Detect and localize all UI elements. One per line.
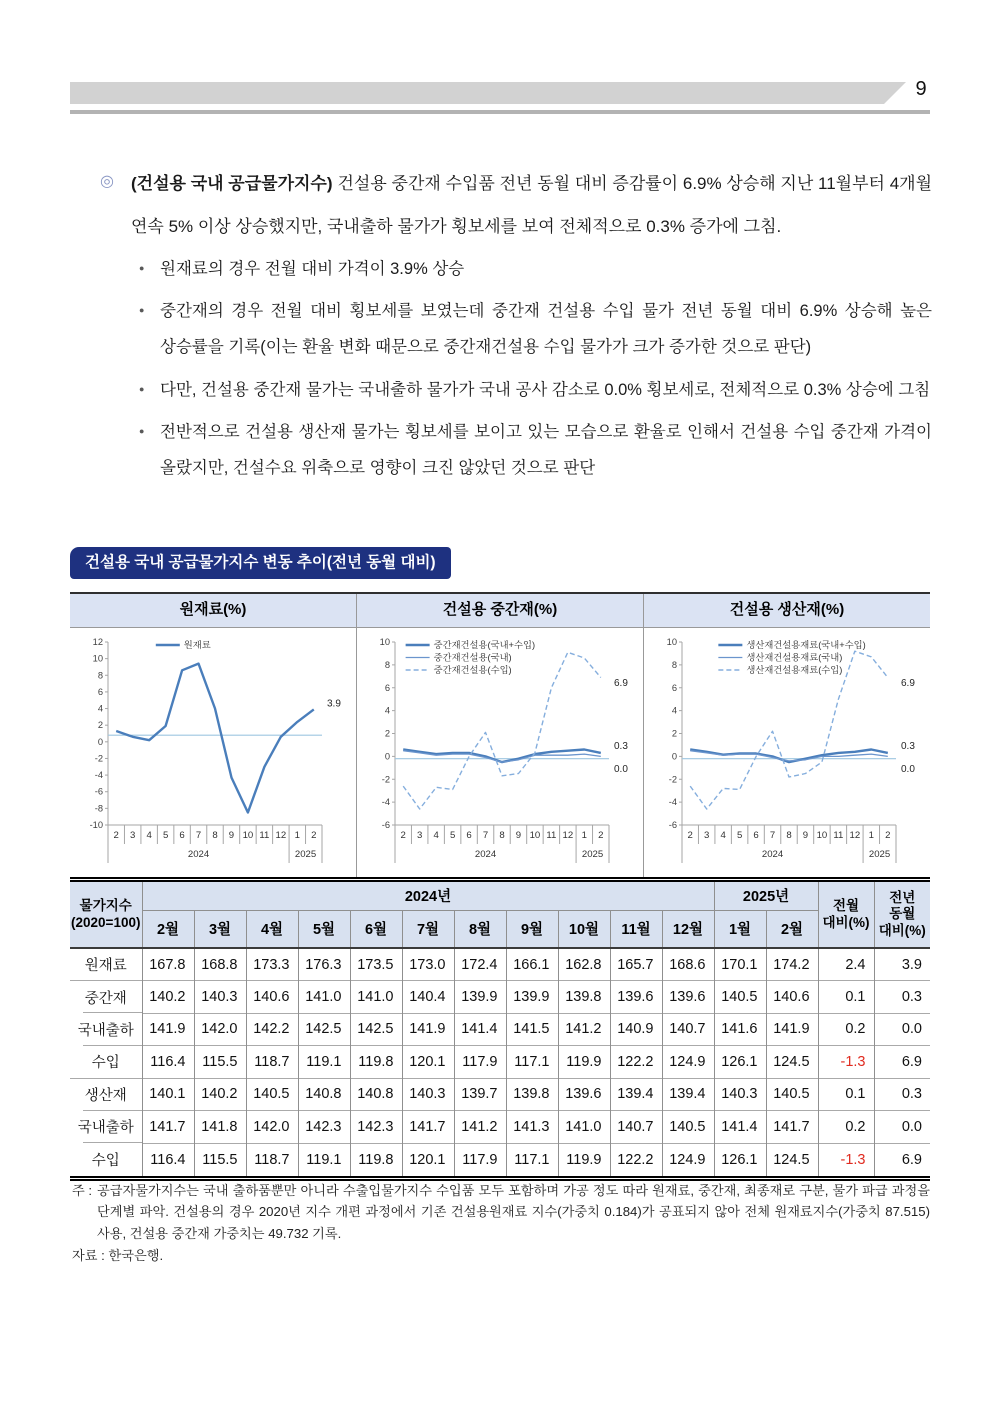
intro-lead-text: 건설용 중간재 수입품 전년 동월 대비 증감률이 6.9% 상승해 지난 11월부터 4개월 연속 5% 이상 상승했지만, 국내출하 물가가 횡보세를 보여 전체적으로 0.3% 증가에 그침. [131, 174, 932, 237]
table-row-label: 수입 [70, 1046, 142, 1079]
table-cell: 141.9 [766, 1013, 818, 1046]
table-cell: 140.6 [246, 981, 298, 1014]
table-cell: 142.3 [350, 1111, 402, 1144]
chart-intermediate-goods [356, 628, 643, 877]
table-cell: 140.9 [610, 1013, 662, 1046]
table-cell: 140.7 [662, 1013, 714, 1046]
svg-text:중간재건설용(수입): 중간재건설용(수입) [433, 665, 512, 675]
svg-text:6.9: 6.9 [901, 678, 915, 690]
figure-block [70, 592, 930, 1181]
svg-text:5: 5 [449, 830, 456, 841]
table-header-cell: 1월 [714, 910, 766, 948]
svg-text:2025: 2025 [294, 849, 317, 860]
table-cell: 117.9 [454, 1046, 506, 1079]
table-header-cell: 2025년 [714, 882, 818, 910]
table-cell: 141.2 [558, 1013, 610, 1046]
bullet-text: 다만, 건설용 중간재 물가는 국내출하 물가가 국내 공사 감소로 0.0% 횡보세로, 전체적으로 0.3% 상승에 그침 [160, 380, 931, 399]
bullet-text: 원재료의 경우 전월 대비 가격이 3.9% 상승 [160, 259, 465, 278]
table-cell: 141.4 [454, 1013, 506, 1046]
table-cell: 141.0 [558, 1111, 610, 1144]
bullet-item [137, 293, 932, 366]
table-cell: 122.2 [610, 1143, 662, 1176]
table-row [70, 981, 930, 1014]
table-row [70, 1111, 930, 1144]
chart-canvas [70, 628, 356, 877]
table-cell: 141.7 [766, 1111, 818, 1144]
svg-text:-10: -10 [89, 820, 103, 830]
svg-text:2025: 2025 [581, 849, 604, 860]
table-cell: 0.1 [818, 981, 874, 1014]
table-cell: 118.7 [246, 1143, 298, 1176]
table-cell: 119.9 [558, 1143, 610, 1176]
chart-row [70, 628, 930, 877]
table-row [70, 1143, 930, 1176]
table-cell: 122.2 [610, 1046, 662, 1079]
table-header-cell: 12월 [662, 910, 714, 948]
table-header-cell: 8월 [454, 910, 506, 948]
svg-text:2: 2 [113, 830, 119, 841]
table-cell: 139.8 [506, 1078, 558, 1111]
table-cell: 141.8 [194, 1111, 246, 1144]
table-cell: 166.1 [506, 948, 558, 981]
svg-text:6.9: 6.9 [614, 678, 628, 690]
source-label: 자료 : [72, 1248, 105, 1264]
table-cell: 140.8 [298, 1078, 350, 1111]
table-cell: 165.7 [610, 948, 662, 981]
svg-text:10: 10 [529, 830, 541, 841]
table-cell: 141.3 [506, 1111, 558, 1144]
table-cell: 119.1 [298, 1143, 350, 1176]
table-cell: 141.4 [714, 1111, 766, 1144]
bullet-text: 전반적으로 건설용 생산재 물가는 횡보세를 보이고 있는 모습으로 환율로 인해서 건설용 수입 중간재 가격이 올랐지만, 건설수요 위축으로 영향이 크진 않았던 것으로 판단 [160, 422, 932, 478]
table-header-cell: 4월 [246, 910, 298, 948]
svg-text:4: 4 [671, 705, 677, 716]
page-header-bar [70, 82, 906, 104]
svg-text:-2: -2 [668, 774, 677, 785]
svg-text:6: 6 [179, 830, 185, 841]
svg-text:생산재건설용재료(국내): 생산재건설용재료(국내) [746, 652, 843, 663]
table-cell: 140.3 [714, 1078, 766, 1111]
table-cell: 0.3 [874, 1078, 930, 1111]
table-cell: 140.1 [142, 1078, 194, 1111]
table-header-cell: 전월 대비(%) [818, 882, 874, 948]
svg-text:10: 10 [242, 830, 254, 841]
svg-text:1: 1 [868, 830, 874, 841]
svg-text:10: 10 [666, 637, 677, 647]
table-cell: 119.9 [558, 1046, 610, 1079]
table-cell: 170.1 [714, 948, 766, 981]
intro-block [100, 162, 932, 492]
table-cell: 140.2 [142, 981, 194, 1014]
bullet-dot-icon: ● [139, 425, 145, 436]
svg-text:4: 4 [433, 830, 439, 841]
table-cell: 120.1 [402, 1143, 454, 1176]
page-header-rule [70, 110, 930, 114]
table-row-label: 국내출하 [70, 1013, 142, 1046]
svg-text:12: 12 [92, 637, 103, 647]
table-cell: 116.4 [142, 1143, 194, 1176]
table-cell: 0.3 [874, 981, 930, 1014]
table-header-cell: 9월 [506, 910, 558, 948]
note-line [72, 1180, 930, 1244]
table-cell: 142.0 [194, 1013, 246, 1046]
source-text: 한국은행. [108, 1248, 164, 1264]
panel-title-raw-materials: 원재료(%) [179, 601, 247, 618]
svg-text:2: 2 [885, 830, 891, 841]
svg-text:중간재건설용(국내+수입): 중간재건설용(국내+수입) [433, 640, 536, 650]
svg-text:11: 11 [833, 830, 844, 841]
svg-text:7: 7 [195, 830, 202, 841]
svg-text:8: 8 [671, 659, 677, 670]
svg-text:중간재건설용(국내): 중간재건설용(국내) [433, 652, 512, 663]
table-cell: 142.3 [298, 1111, 350, 1144]
svg-text:-4: -4 [381, 797, 390, 808]
svg-text:9: 9 [515, 830, 522, 841]
table-header-cell: 11월 [610, 910, 662, 948]
bullet-text: 중간재의 경우 전월 대비 횡보세를 보였는데 중간재 건설용 수입 물가 전년 동월 대비 6.9% 상승해 높은 상승률을 기록(이는 환율 변화 때문으로 중간재건설용 수입 물가가 크가 증가한 것으로 판단) [160, 301, 932, 357]
table-cell: 119.1 [298, 1046, 350, 1079]
table-cell: 140.2 [194, 1078, 246, 1111]
svg-text:2: 2 [400, 830, 406, 841]
source-line [72, 1245, 930, 1266]
table-header-cell: 2024년 [142, 882, 714, 910]
svg-text:6: 6 [466, 830, 472, 841]
table-cell: 3.9 [874, 948, 930, 981]
svg-text:6: 6 [753, 830, 759, 841]
table-cell: 119.8 [350, 1046, 402, 1079]
svg-text:3: 3 [130, 830, 136, 841]
chart-raw-materials [70, 628, 356, 877]
table-cell: 117.9 [454, 1143, 506, 1176]
chart-production-goods [643, 628, 930, 877]
svg-text:2: 2 [384, 728, 390, 739]
table-cell: 140.5 [766, 1078, 818, 1111]
table-cell: 173.3 [246, 948, 298, 981]
data-table-wrap [70, 877, 930, 1181]
table-row-label: 국내출하 [70, 1111, 142, 1144]
svg-text:2024: 2024 [474, 849, 497, 860]
svg-text:2: 2 [687, 830, 693, 841]
svg-text:9: 9 [228, 830, 235, 841]
svg-text:4: 4 [384, 705, 390, 716]
table-cell: 142.5 [350, 1013, 402, 1046]
table-cell: 118.7 [246, 1046, 298, 1079]
table-cell: 142.5 [298, 1013, 350, 1046]
table-cell: 141.7 [402, 1111, 454, 1144]
svg-text:10: 10 [816, 830, 828, 841]
svg-text:4: 4 [97, 703, 103, 714]
table-cell: 139.8 [558, 981, 610, 1014]
table-cell: 140.4 [402, 981, 454, 1014]
table-cell: 142.0 [246, 1111, 298, 1144]
table-cell: 141.0 [350, 981, 402, 1014]
table-cell: 172.4 [454, 948, 506, 981]
price-index-table [70, 882, 930, 1176]
figure-title-badge: 건설용 국내 공급물가지수 변동 추이(전년 동월 대비) [70, 547, 451, 579]
svg-text:0: 0 [671, 751, 677, 762]
table-cell: 167.8 [142, 948, 194, 981]
table-header-cell: 물가지수 (2020=100) [70, 882, 142, 948]
svg-text:2: 2 [97, 720, 103, 731]
table-cell: 141.6 [714, 1013, 766, 1046]
table-row [70, 1013, 930, 1046]
table-cell: 0.2 [818, 1111, 874, 1144]
table-cell: 139.4 [662, 1078, 714, 1111]
table-cell: -1.3 [818, 1143, 874, 1176]
table-row [70, 948, 930, 981]
table-cell: 119.8 [350, 1143, 402, 1176]
table-cell: 139.7 [454, 1078, 506, 1111]
svg-text:8: 8 [499, 830, 505, 841]
table-header-cell: 5월 [298, 910, 350, 948]
table-cell: 139.6 [558, 1078, 610, 1111]
svg-text:11: 11 [546, 830, 557, 841]
table-header-cell: 2월 [142, 910, 194, 948]
bullet-dot-icon: ● [139, 304, 145, 315]
svg-text:0.0: 0.0 [614, 763, 628, 775]
svg-text:4: 4 [146, 830, 152, 841]
table-cell: 141.0 [298, 981, 350, 1014]
table-cell: 174.2 [766, 948, 818, 981]
svg-text:2025: 2025 [868, 849, 891, 860]
svg-text:9: 9 [802, 830, 809, 841]
svg-text:8: 8 [786, 830, 792, 841]
table-cell: 142.2 [246, 1013, 298, 1046]
svg-text:2: 2 [671, 728, 677, 739]
svg-text:0: 0 [97, 736, 103, 747]
table-cell: 6.9 [874, 1046, 930, 1079]
bullet-list [137, 251, 932, 487]
svg-text:-6: -6 [381, 820, 390, 830]
table-row [70, 1046, 930, 1079]
table-cell: 162.8 [558, 948, 610, 981]
table-cell: 2.4 [818, 948, 874, 981]
table-cell: 168.6 [662, 948, 714, 981]
svg-text:8: 8 [384, 659, 390, 670]
table-cell: 141.9 [402, 1013, 454, 1046]
table-cell: 124.5 [766, 1046, 818, 1079]
table-cell: 116.4 [142, 1046, 194, 1079]
svg-text:-2: -2 [381, 774, 390, 785]
table-cell: 124.5 [766, 1143, 818, 1176]
svg-text:-4: -4 [668, 797, 677, 808]
table-cell: 140.5 [246, 1078, 298, 1111]
intro-lead-bold: (건설용 국내 공급물가지수) [131, 174, 333, 193]
table-cell: 141.7 [142, 1111, 194, 1144]
table-cell: 124.9 [662, 1046, 714, 1079]
bullet-item [137, 251, 932, 287]
table-cell: 140.7 [610, 1111, 662, 1144]
svg-text:3.9: 3.9 [327, 698, 341, 710]
table-row-label: 생산재 [70, 1078, 142, 1111]
table-cell: 168.8 [194, 948, 246, 981]
svg-text:10: 10 [92, 653, 103, 664]
table-row-label: 수입 [70, 1143, 142, 1176]
table-cell: 139.6 [610, 981, 662, 1014]
table-cell: 139.4 [610, 1078, 662, 1111]
table-row-label: 중간재 [70, 981, 142, 1014]
table-cell: 120.1 [402, 1046, 454, 1079]
bullet-dot-icon: ● [139, 262, 145, 273]
table-row-label: 원재료 [70, 948, 142, 981]
table-header-cell: 2월 [766, 910, 818, 948]
svg-text:0: 0 [384, 751, 390, 762]
table-cell: 0.0 [874, 1013, 930, 1046]
table-cell: 173.5 [350, 948, 402, 981]
svg-text:3: 3 [417, 830, 423, 841]
svg-text:원재료: 원재료 [183, 640, 211, 650]
bullet-dot-icon: ● [139, 383, 145, 394]
svg-text:생산재건설용재료(수입): 생산재건설용재료(수입) [746, 665, 843, 675]
table-cell: 126.1 [714, 1046, 766, 1079]
table-header-cell: 전년 동월 대비(%) [874, 882, 930, 948]
table-row [70, 1078, 930, 1111]
svg-text:7: 7 [482, 830, 489, 841]
table-cell: 140.5 [714, 981, 766, 1014]
chart-canvas [644, 628, 930, 877]
svg-text:0.0: 0.0 [901, 763, 915, 775]
table-cell: 176.3 [298, 948, 350, 981]
bullet-item [137, 372, 932, 408]
svg-text:6: 6 [384, 682, 390, 693]
svg-text:-2: -2 [94, 753, 103, 764]
table-cell: -1.3 [818, 1046, 874, 1079]
table-cell: 126.1 [714, 1143, 766, 1176]
note-label: 주 : [72, 1183, 93, 1198]
svg-text:2: 2 [598, 830, 604, 841]
svg-text:2024: 2024 [761, 849, 784, 860]
table-cell: 115.5 [194, 1046, 246, 1079]
svg-text:6: 6 [671, 682, 677, 693]
table-cell: 140.6 [766, 981, 818, 1014]
table-cell: 139.9 [454, 981, 506, 1014]
page-number: 9 [915, 78, 927, 100]
table-cell: 173.0 [402, 948, 454, 981]
svg-text:12: 12 [849, 830, 861, 841]
panel-title-production: 건설용 생산재(%) [643, 594, 930, 627]
svg-text:-4: -4 [94, 770, 103, 781]
svg-text:0.3: 0.3 [614, 741, 628, 753]
svg-text:10: 10 [379, 637, 390, 647]
chart-canvas [357, 628, 643, 877]
svg-text:2024: 2024 [187, 849, 210, 860]
table-cell: 6.9 [874, 1143, 930, 1176]
svg-text:5: 5 [736, 830, 743, 841]
svg-text:-8: -8 [94, 803, 103, 814]
svg-text:-6: -6 [668, 820, 677, 830]
table-cell: 0.1 [818, 1078, 874, 1111]
table-cell: 124.9 [662, 1143, 714, 1176]
table-cell: 140.5 [662, 1111, 714, 1144]
table-header-cell: 7월 [402, 910, 454, 948]
table-cell: 139.9 [506, 981, 558, 1014]
panel-title-intermediate: 건설용 중간재(%) [356, 594, 643, 627]
table-cell: 140.8 [350, 1078, 402, 1111]
footnotes [72, 1180, 930, 1267]
intro-paragraph [100, 162, 932, 249]
svg-text:1: 1 [581, 830, 587, 841]
table-cell: 140.3 [194, 981, 246, 1014]
svg-text:1: 1 [294, 830, 300, 841]
table-cell: 0.0 [874, 1111, 930, 1144]
svg-text:생산재건설용재료(국내+수입): 생산재건설용재료(국내+수입) [746, 640, 866, 650]
svg-text:-6: -6 [94, 786, 103, 797]
svg-text:11: 11 [259, 830, 270, 841]
table-cell: 117.1 [506, 1143, 558, 1176]
table-cell: 141.2 [454, 1111, 506, 1144]
bullet-item [137, 414, 932, 487]
svg-text:3: 3 [704, 830, 710, 841]
table-cell: 141.9 [142, 1013, 194, 1046]
table-cell: 139.6 [662, 981, 714, 1014]
svg-text:2: 2 [311, 830, 317, 841]
svg-text:7: 7 [769, 830, 776, 841]
svg-text:6: 6 [97, 686, 103, 697]
svg-text:8: 8 [212, 830, 218, 841]
double-circle-bullet-icon: ◎ [100, 173, 114, 190]
svg-text:0.3: 0.3 [901, 741, 915, 753]
table-header-cell: 3월 [194, 910, 246, 948]
svg-text:12: 12 [275, 830, 287, 841]
table-header-cell: 6월 [350, 910, 402, 948]
table-cell: 115.5 [194, 1143, 246, 1176]
chart-panel-headers [70, 592, 930, 628]
svg-text:5: 5 [162, 830, 169, 841]
table-cell: 0.2 [818, 1013, 874, 1046]
table-cell: 141.5 [506, 1013, 558, 1046]
svg-text:8: 8 [97, 670, 103, 681]
table-header-cell: 10월 [558, 910, 610, 948]
svg-text:4: 4 [720, 830, 726, 841]
table-cell: 140.3 [402, 1078, 454, 1111]
svg-text:12: 12 [562, 830, 574, 841]
note-text: 공급자물가지수는 국내 출하품뿐만 아니라 수출입물가지수 수입품 모두 포함하며 가공 정도 따라 원재료, 중간재, 최종재로 구분, 물가 파급 과정을 단계별 파악. 건설용의 경우 2020년 지수 개편 과정에서 기존 건설용원재료 지수(가중치 0.184)가 공표되지 않아 전체 원재료지수(가중치 87.515) 사용, 건설용 중간재 가중치는 49.732 기록. [97, 1183, 930, 1241]
table-cell: 117.1 [506, 1046, 558, 1079]
